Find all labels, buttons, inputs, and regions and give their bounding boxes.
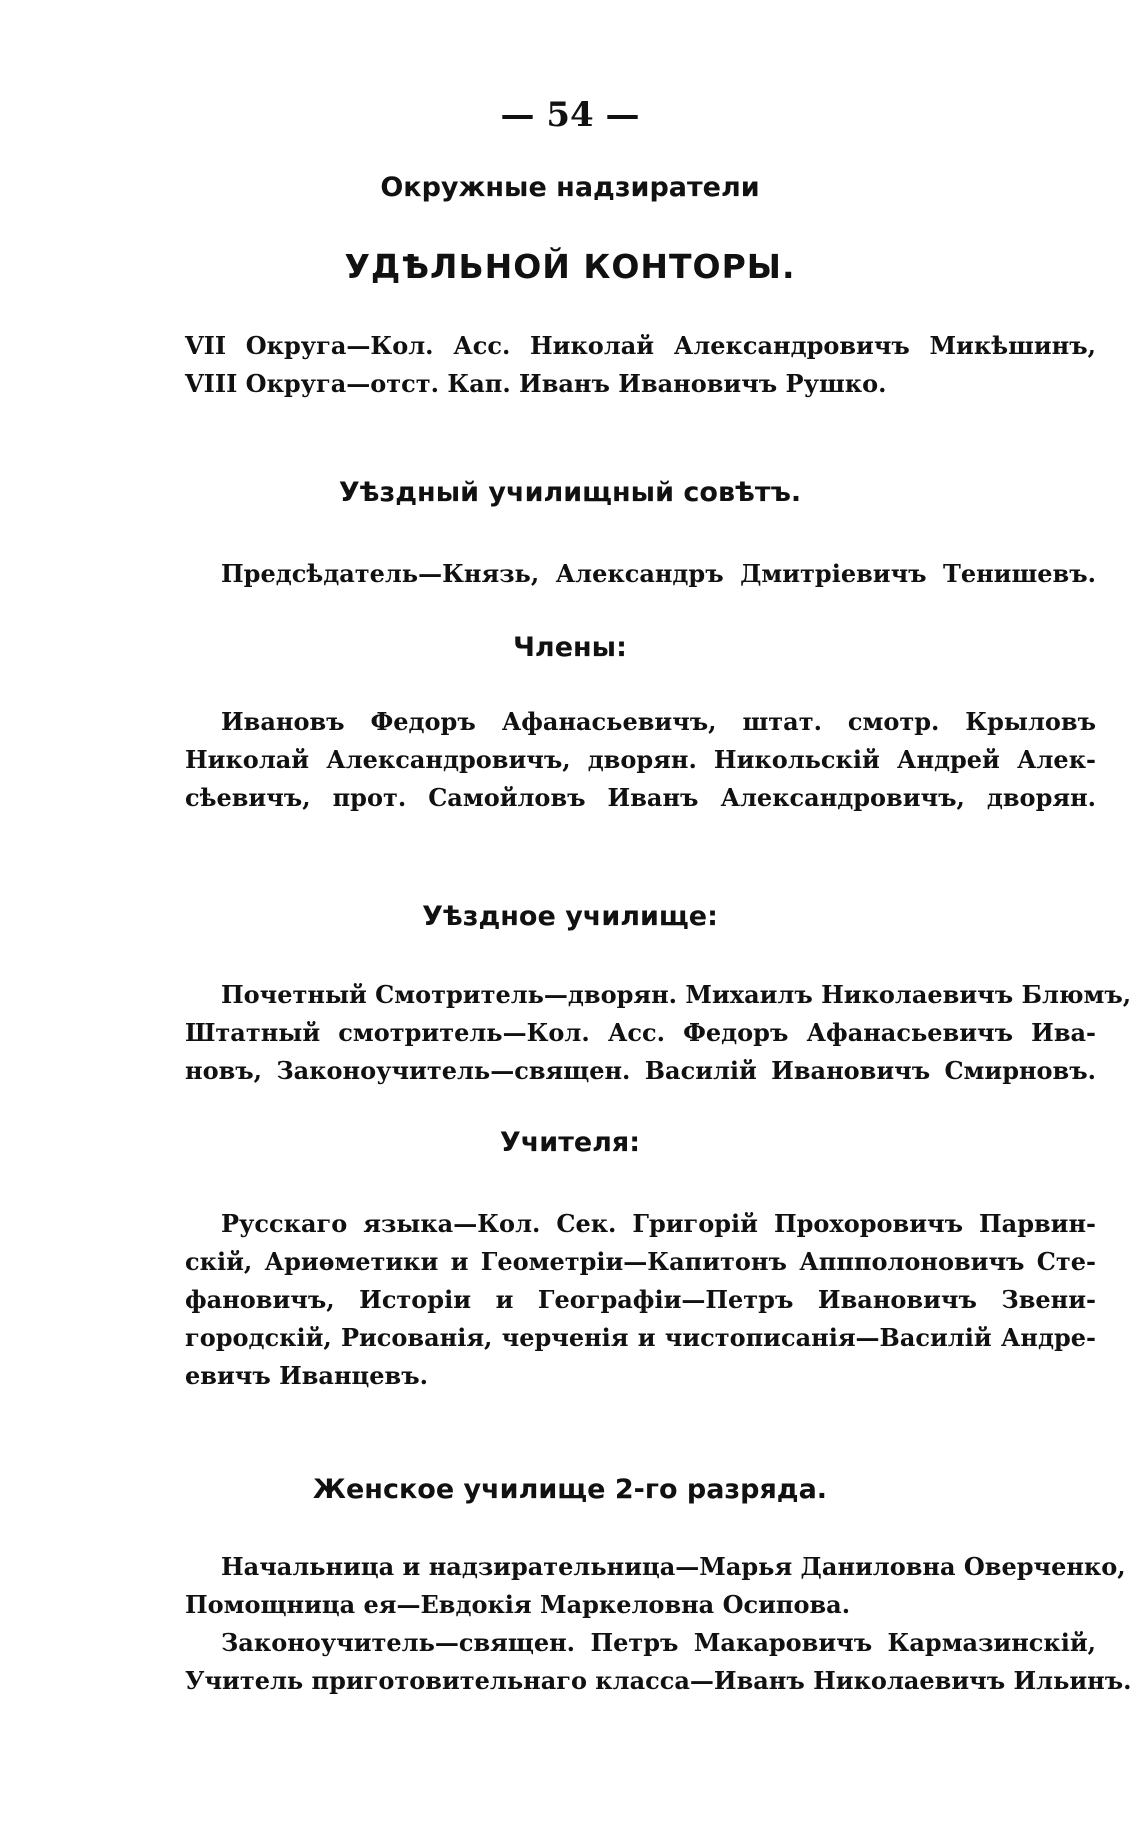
text-line: Николай Александровичъ, дворян. Никольскій Андрей Алек- [185,745,1096,774]
text-line: Начальница и надзирательница—Марья Даниловна Оверченко, [221,1552,1126,1581]
text-line: VII Округа—Кол. Асс. Николай Александровичъ Микѣшинъ, [185,331,1096,360]
text-line: VIII Округа—отст. Кап. Иванъ Ивановичъ Рушко. [185,369,887,398]
text-line: Почетный Смотритель—дворян. Михаилъ Николаевичъ Блюмъ, [221,980,1132,1009]
section-sovet [185,555,1096,593]
text-line: Штатный смотритель—Кол. Асс. Федоръ Афанасьевичъ Ива- [185,1018,1096,1047]
section-uchitelya [185,1205,1096,1395]
text-line: евичъ Иванцевъ. [185,1361,428,1390]
text-line: новъ, Законоучитель—священ. Василій Ивановичъ Смирновъ. [185,1056,1096,1085]
text-line: Помощница ея—Евдокія Маркеловна Осипова. [185,1590,851,1619]
heading-uchilishchnyi-sovet: Уѣздный училищный совѣтъ. [338,477,802,508]
text-line: фановичъ, Исторіи и Географіи—Петръ Ивановичъ Звени- [185,1285,1096,1314]
text-line: Русскаго языка—Кол. Сек. Григорій Прохоровичъ Парвин- [221,1209,1096,1238]
heading-zhenskoe-uchilishche: Женское училище 2-го разряда. [312,1474,828,1505]
text-line: Законоучитель—священ. Петръ Макаровичъ Кармазинскій, [221,1628,1096,1657]
section-zhenskoe [185,1548,1132,1700]
heading-udelnoi-kontory: УДѢЛЬНОЙ КОНТОРЫ. [344,247,796,286]
heading-uezdnoe-uchilishche: Уѣздное училище: [422,901,718,932]
section-chleny [185,703,1096,817]
text-line: скій, Ариѳметики и Геометріи—Капитонъ Аппполоновичъ Сте- [185,1247,1096,1276]
heading-chleny: Члены: [513,632,627,663]
text-line: Ивановъ Федоръ Афанасьевичъ, штат. смотр. Крыловъ [221,707,1096,736]
text-line: Учитель приготовительнаго класса—Иванъ Николаевичъ Ильинъ. [185,1666,1132,1695]
section-okruzh [185,327,1096,403]
heading-uchitelya: Учителя: [499,1127,641,1158]
heading-okruzh-nadzirateli: Окружные надзиратели [380,172,760,203]
text-line: сѣевичъ, прот. Самойловъ Иванъ Александровичъ, дворян. [185,783,1096,812]
page-number: — 54 — [500,95,640,135]
section-uchilishche [185,976,1132,1090]
text-line: Предсѣдатель—Князь, Александръ Дмитріевичъ Тенишевъ. [221,559,1096,588]
text-line: городскій, Рисованія, черченія и чистописанія—Василій Андре- [185,1323,1096,1352]
